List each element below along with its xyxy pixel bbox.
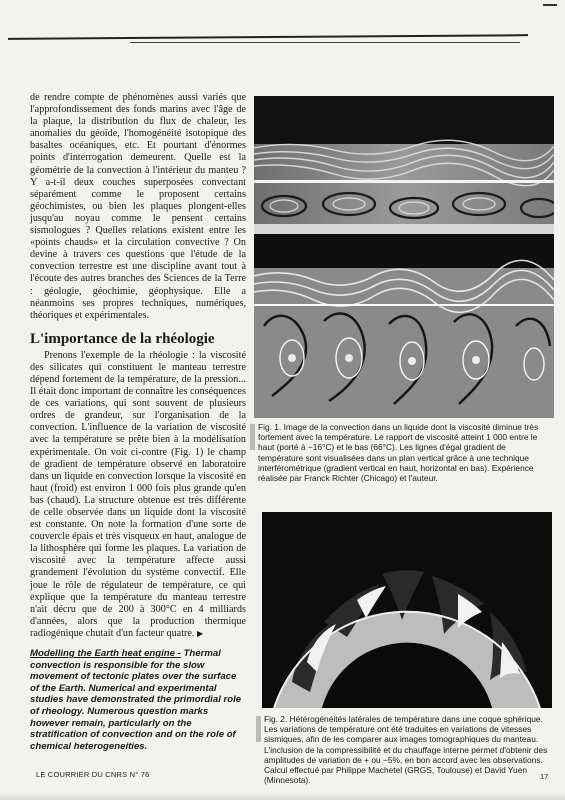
section-heading: L'importance de la rhéologie: [30, 330, 215, 347]
figure-1-caption: [258, 422, 548, 483]
english-summary-text: Thermal convection is responsible for the slow movement of tectonic plates over the surface of the Earth. Numerical and experimental studies have demonstrated the primordial role of rheology. Numerous question marks however remain, particularly on the stratification of convection and on the role of chemical heterogeneities.: [30, 648, 242, 752]
journal-footer: LE COURRIER DU CNRS N° 76: [36, 770, 150, 779]
body-paragraph: [30, 350, 246, 640]
body-text: Prenons l'exemple de la rhéologie : la viscosité des silicates qui constituent le manteau terrestre dépend fortement de la température, de la pression... Il était donc important de connaître les conséquences de ces variations, qui sont souvent de plusieurs ordres de grandeur, sur l'organisation de la convection. L'influence de la variation de viscosité avec la température se prête bien à la modélisation expérimentale. On voit ci-contre (Fig. 1) le champ de gradient de température observé en laboratoire dans un liquide en convection lorsque la viscosité en haut (froid) est environ 1 000 fois plus grande qu'en bas (chaud). La structure obtenue est très différente de celle observée dans un liquide dont la viscosité est constante. On note la formation d'une sorte de couvercle épais et très visqueux en haut, analogue de la lithosphère qui forme les plaques. La variation de viscosité avec la température affecte aussi grandement l'évolution du système convectif. Elle joue le rôle de régulateur de température, ce qui explique que la température du manteau terrestre n'ait décru que de 200 à 300°C en 4 milliards d'années, alors que la production thermique radiogénique chutait d'un facteur quatre.: [30, 349, 246, 639]
caption-marker: [256, 716, 261, 742]
header-rule: [8, 34, 528, 40]
figure-2-image: [262, 512, 552, 708]
scan-edge: [0, 792, 565, 800]
continue-arrow-icon: ▶: [197, 628, 204, 638]
figure-2-caption: [264, 714, 549, 785]
article-column: [30, 92, 246, 752]
corner-mark: [543, 4, 557, 6]
caption-marker: [250, 424, 255, 450]
figure-1-image: [254, 96, 554, 418]
spherical-shell-heterogeneity: [262, 512, 552, 708]
english-summary-title: Modelling the Earth heat engine -: [30, 648, 181, 660]
intro-paragraph: de rendre compte de phénomènes aussi variés que l'approfondissement des fonds marins avec l'âge de la plaque, la distribution du flux de chaleur, les anomalies du géoïde, l'homogénéité isotopique des basaltes océaniques, etc. Et pourtant d'énormes points d'interrogation demeurent. Quelle est la géométrie de la convection à l'intérieur du manteu ? Y a-t-il deux couches superposées convectant séparément comme le proposent certains géochimistes, ou bien les plaques plongent-elles jusqu'au noyau comme le pensent certains sismologues ? Quelles relations existent entre les «points chauds» et la circulation convective ? On devine à travers ces questions que l'étude de la convection terrestre est une discipline avant tout à l'écoute des autres branches des Sciences de la Terre : géologie, géochimie, géophysique. Elle a néanmoins ses propres techniques, numériques, théoriques et expérimentales.: [30, 92, 246, 321]
convection-interferogram: [254, 96, 554, 418]
header-rule-secondary: [130, 42, 520, 43]
figure-2-caption-text: Fig. 2. Hétérogénéités latérales de température dans une coque sphérique. Les variations de température ont été traduites en variations de vitesses sismiques, afin de les comparer aux images tomographiques du manteau. L'inclusion de la compressibilité et du chauffage interne permet d'obtenir des amplitudes de variation de + ou −5%, en bon accord avec les observations. Calcul effectué par Philippe Machetel (GRGS, Toulouse) et David Yuen (Minnesota).: [264, 714, 548, 786]
figure-1-caption-text: Fig. 1. Image de la convection dans un liquide dont la viscosité diminue très fortement avec la température. Le rapport de viscosité atteint 1 000 entre le haut (porté à −16°C) et le bas (66°C). Les lignes d'égal gradient de température sont visualisées dans un plan vertical grâce à une technique interférométrique (gradient vertical en haut, horizontal en bas). Expérience réalisée par Franck Richter (Chicago) et l'auteur.: [258, 422, 539, 484]
english-summary: [30, 648, 246, 752]
page-number: 17: [540, 772, 549, 781]
